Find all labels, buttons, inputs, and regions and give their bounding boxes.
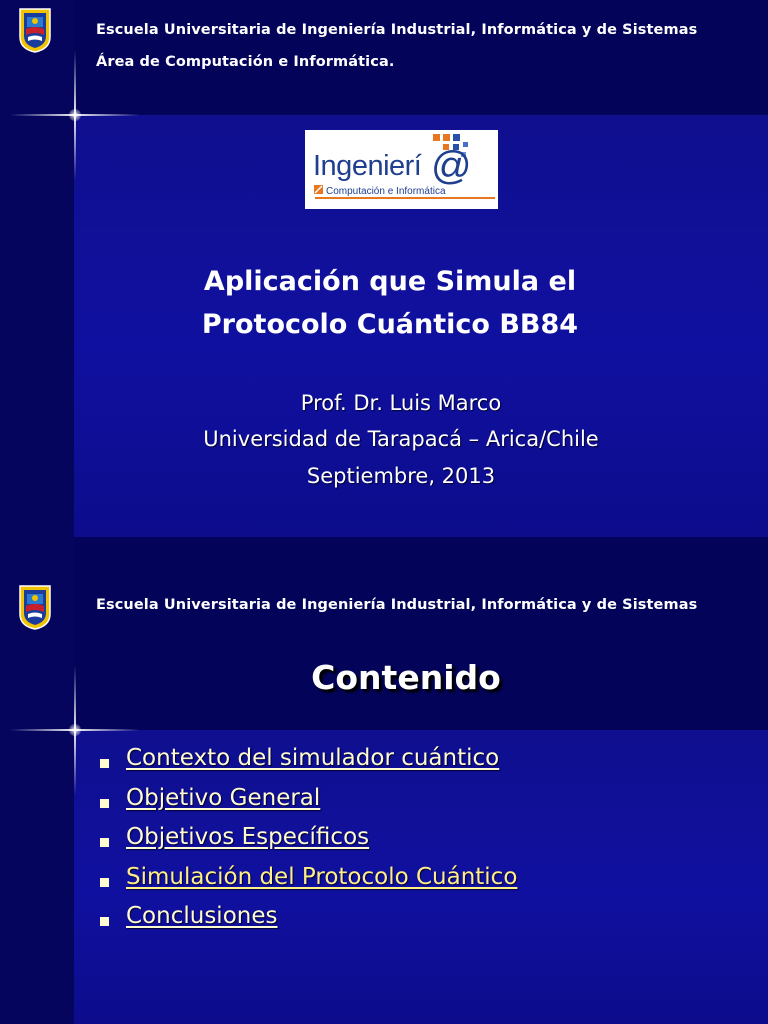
toc-item-context bbox=[98, 745, 517, 785]
toc-link-simulation[interactable]: Simulación del Protocolo Cuántico bbox=[126, 863, 518, 890]
toc-link-general-objective[interactable]: Objetivo General bbox=[126, 784, 321, 811]
toc-link-conclusions[interactable]: Conclusiones bbox=[126, 903, 278, 929]
toc-link-context[interactable]: Contexto del simulador cuántico bbox=[126, 745, 500, 771]
toc-item-conclusions bbox=[98, 903, 517, 943]
ingenieria-logo bbox=[305, 130, 498, 209]
square-bullet-icon bbox=[100, 838, 109, 847]
contents-slide bbox=[0, 537, 768, 1024]
school-name: Escuela Universitaria de Ingeniería Industrial, Informática y de Sistemas bbox=[96, 597, 698, 613]
logo-main-text: Ingenierí bbox=[313, 150, 422, 182]
logo-at-symbol: @ bbox=[431, 144, 472, 188]
university-crest-icon bbox=[18, 584, 52, 630]
logo-sub-text: Computación e Informática bbox=[326, 186, 446, 197]
author-name: Prof. Dr. Luis Marco bbox=[300, 391, 502, 415]
title-line-1: Aplicación que Simula el bbox=[203, 266, 577, 297]
presentation-date: Septiembre, 2013 bbox=[306, 464, 496, 488]
university-crest-icon bbox=[18, 7, 52, 53]
square-bullet-icon bbox=[100, 878, 109, 887]
square-bullet-icon bbox=[100, 917, 109, 926]
contents-heading: Contenido bbox=[311, 658, 501, 697]
square-bullet-icon bbox=[100, 759, 109, 768]
toc-link-specific-objectives[interactable]: Objetivos Específicos bbox=[126, 824, 370, 850]
area-name: Área de Computación e Informática. bbox=[96, 54, 395, 70]
square-bullet-icon bbox=[100, 799, 109, 808]
title-line-2: Protocolo Cuántico BB84 bbox=[201, 309, 579, 340]
school-name: Escuela Universitaria de Ingeniería Industrial, Informática y de Sistemas bbox=[96, 22, 698, 38]
toc-item-simulation bbox=[98, 864, 517, 904]
toc-item-general-objective bbox=[98, 785, 517, 825]
table-of-contents bbox=[98, 745, 517, 943]
author-affiliation: Universidad de Tarapacá – Arica/Chile bbox=[203, 427, 599, 451]
header-band bbox=[0, 537, 768, 730]
toc-item-specific-objectives bbox=[98, 824, 517, 864]
